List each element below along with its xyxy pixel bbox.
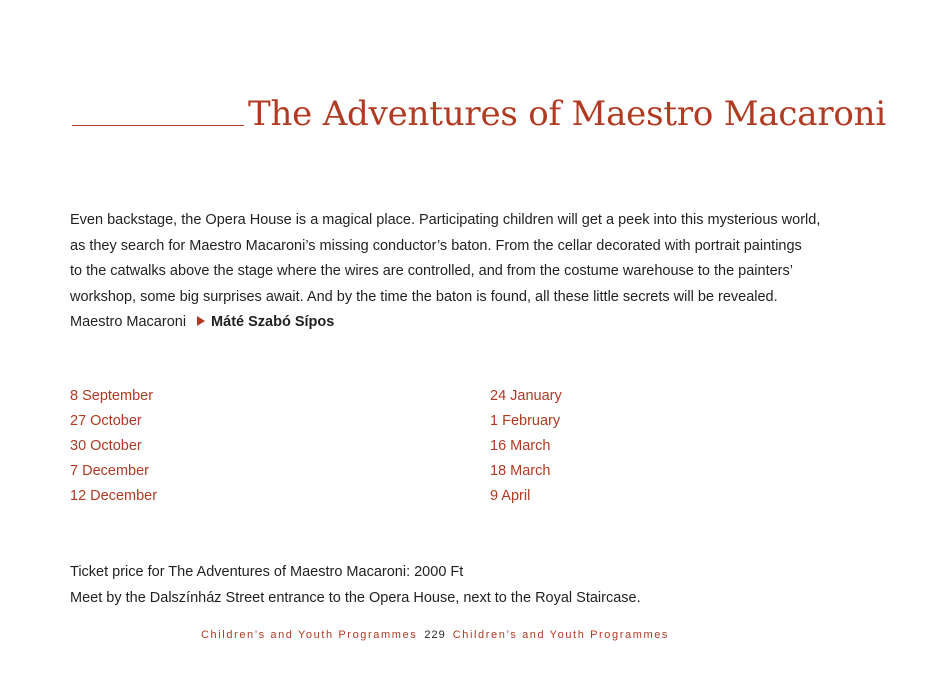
date-item: 27 October [70,413,142,429]
page-footer [201,627,669,643]
description-line: to the catwalks above the stage where the wires are controlled, and from the costume warehouse to the painters’ [70,263,793,279]
date-item: 12 December [70,488,158,504]
meeting-point: Meet by the Dalszínház Street entrance to the Opera House, next to the Royal Staircase. [70,589,641,606]
ticket-price: Ticket price for The Adventures of Maestro Macaroni: 2000 Ft [70,564,464,580]
credit-name: Máté Szabó Sípos [211,314,335,330]
description [70,208,870,336]
page-number: 229 [424,629,446,641]
credit-row [70,310,870,336]
date-item: 24 January [490,388,562,404]
dates-column-left [70,384,157,509]
date-item: 9 April [490,488,531,504]
date-item: 1 February [490,413,561,429]
ticket-info [70,560,641,611]
date-item: 18 March [490,463,551,479]
title-rule [72,125,244,126]
footer-section-left: Children’s and Youth Programmes [201,629,418,641]
description-line: workshop, some big surprises await. And by the time the baton is found, all these little secrets will be revealed. [70,288,778,305]
triangle-right-icon [197,316,205,326]
description-line: Even backstage, the Opera House is a magical place. Participating children will get a peek into this mysterious world, [70,212,821,228]
description-line: as they search for Maestro Macaroni’s missing conductor’s baton. From the cellar decorated with portrait paintings [70,237,802,254]
date-item: 7 December [70,463,149,479]
page-title: The Adventures of Maestro Macaroni [248,94,887,134]
dates-column-right [490,384,562,509]
credit-role: Maestro Macaroni [70,314,187,330]
date-item: 30 October [70,438,142,454]
footer-section-right: Children’s and Youth Programmes [452,629,670,641]
title-row [72,92,932,136]
date-item: 16 March [490,438,551,454]
date-item: 8 September [70,388,154,404]
